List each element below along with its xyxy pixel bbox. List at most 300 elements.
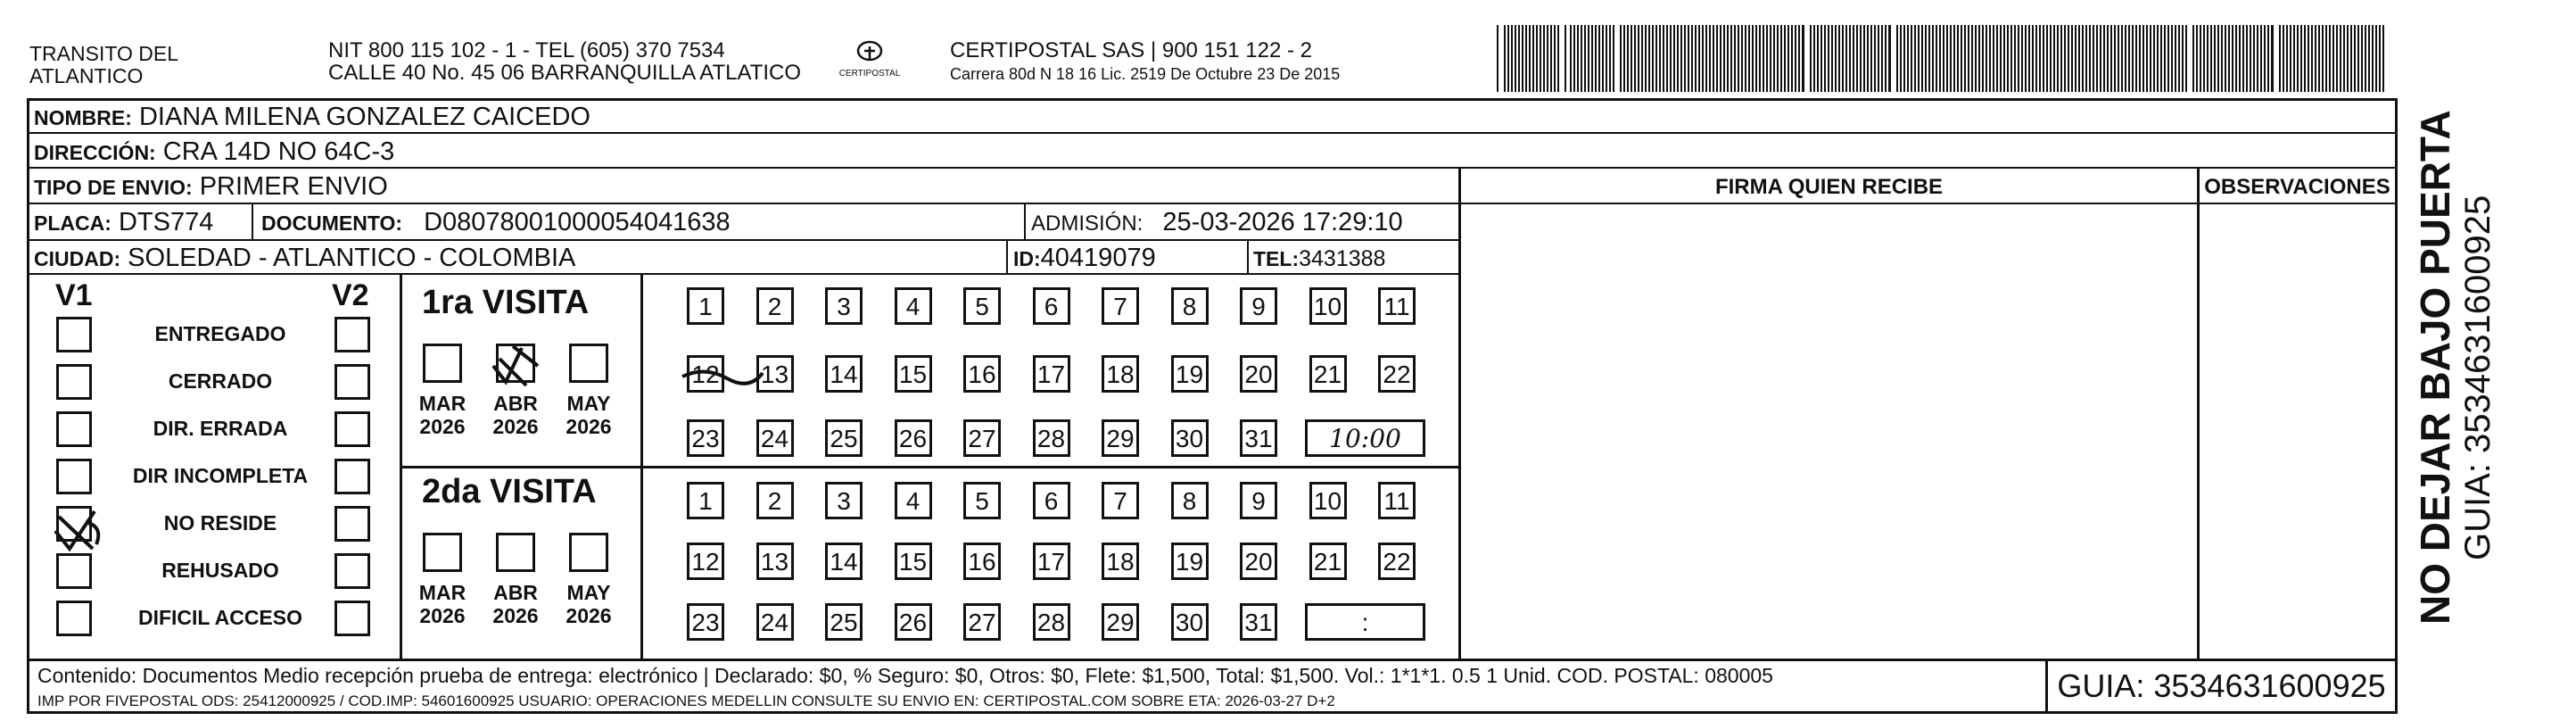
barcode-bar	[2379, 25, 2381, 92]
day-box[interactable]: 9	[1240, 287, 1277, 325]
barcode-bar	[1677, 25, 1679, 92]
v2-checkbox[interactable]	[334, 553, 370, 589]
barcode-bar	[2239, 25, 2241, 92]
barcode-bar	[2382, 25, 2384, 92]
day-box[interactable]: 19	[1171, 355, 1209, 393]
barcode-bar	[1950, 25, 1952, 92]
barcode-bar	[1766, 25, 1768, 92]
barcode-bar	[1957, 25, 1959, 92]
day-box[interactable]: 6	[1033, 287, 1070, 325]
barcode-bar	[2000, 25, 2002, 92]
barcode-bar	[2354, 25, 2356, 92]
barcode-bar	[1798, 25, 1800, 92]
barcode-bar	[1641, 25, 1643, 92]
barcode-bar	[1780, 25, 1782, 92]
barcode-bar	[2089, 25, 2091, 92]
time-box[interactable]: :	[1305, 603, 1425, 641]
barcode-bar	[1511, 25, 1513, 92]
month-label	[489, 392, 542, 438]
barcode-bar	[2071, 25, 2073, 92]
row-line-2	[27, 167, 2395, 169]
barcode-bar	[1986, 25, 1987, 92]
month-year: 2026	[492, 604, 539, 627]
barcode-bar	[2182, 25, 2184, 92]
barcode-bar	[2039, 25, 2041, 92]
day-box[interactable]: 20	[1240, 355, 1277, 393]
barcode-bar	[1842, 25, 1844, 92]
day-box[interactable]: 31	[1240, 603, 1277, 641]
barcode-bar	[1845, 25, 1847, 92]
month-label	[562, 581, 615, 627]
barcode-bar	[2028, 25, 2030, 92]
barcode-bar	[1684, 25, 1686, 92]
id-cell	[1013, 244, 1156, 272]
barcode-bar	[1907, 25, 1909, 92]
barcode-bar	[1989, 25, 1991, 92]
day-box[interactable]: 26	[895, 419, 932, 457]
barcode-bar	[2010, 25, 2012, 92]
reason-label: CERRADO	[168, 369, 273, 393]
day-box[interactable]: 28	[1033, 603, 1070, 641]
day-box[interactable]: 30	[1171, 419, 1209, 457]
barcode-bar	[1702, 25, 1704, 92]
day-box[interactable]: 13	[756, 355, 794, 393]
time-box[interactable]: 10:00	[1305, 419, 1425, 457]
barcode-bar	[2121, 25, 2123, 92]
day-box[interactable]: 28	[1033, 419, 1070, 457]
day-box[interactable]: 23	[687, 603, 724, 641]
day-box[interactable]: 5	[963, 482, 1001, 519]
day-box[interactable]: 8	[1171, 287, 1209, 325]
barcode-bar	[2107, 25, 2109, 92]
barcode-bar	[2304, 25, 2306, 92]
v1-checkbox[interactable]	[56, 459, 92, 494]
barcode-bar	[1645, 25, 1647, 92]
reason-label: DIFICIL ACCESO	[137, 606, 302, 629]
barcode-bar	[1504, 25, 1506, 92]
day-box[interactable]: 7	[1102, 287, 1139, 325]
barcode-bar	[2068, 25, 2069, 92]
barcode-bar	[1881, 25, 1883, 92]
v2-checkbox[interactable]	[334, 601, 370, 636]
barcode-bar	[1532, 25, 1534, 92]
v2-checkbox[interactable]	[334, 411, 370, 447]
v1-checkbox[interactable]	[56, 411, 92, 447]
v1-checkbox[interactable]	[56, 317, 92, 352]
barcode-bar	[2167, 25, 2169, 92]
observaciones-header: OBSERVACIONES	[2204, 175, 2390, 199]
day-box[interactable]: 13	[756, 543, 794, 580]
day-box[interactable]: 1	[687, 482, 724, 519]
barcode-bar	[1507, 25, 1509, 92]
month-name: MAR	[418, 581, 466, 604]
barcode-bar	[2297, 25, 2299, 92]
barcode-bar	[1903, 25, 1905, 92]
barcode-bar	[2300, 25, 2302, 92]
tipo-label: TIPO DE ENVIO:	[34, 176, 193, 199]
day-box[interactable]: 18	[1102, 543, 1139, 580]
tel-value: 3431388	[1299, 246, 1386, 271]
month-year: 2026	[566, 604, 612, 627]
barcode-bar	[1540, 25, 1541, 92]
barcode-bar	[1631, 25, 1632, 92]
barcode-bar	[1550, 25, 1552, 92]
side-warning: NO DEJAR BAJO PUERTA	[2412, 110, 2458, 625]
day-box[interactable]: 12	[687, 355, 724, 393]
day-box[interactable]: 24	[756, 603, 794, 641]
admision-value: 25-03-2026 17:29:10	[1162, 208, 1403, 236]
barcode-bar	[1828, 25, 1829, 92]
day-box[interactable]: 22	[1378, 543, 1416, 580]
barcode-bar	[1720, 25, 1721, 92]
day-box[interactable]: 16	[963, 543, 1001, 580]
day-box[interactable]: 1	[687, 287, 724, 325]
v2-checkbox[interactable]	[334, 459, 370, 494]
month-year: 2026	[419, 415, 466, 438]
barcode-bar	[2132, 25, 2134, 92]
barcode-bar	[2308, 25, 2309, 92]
barcode-bar	[1911, 25, 1912, 92]
barcode-bar	[2114, 25, 2116, 92]
barcode-bar	[2257, 25, 2258, 92]
barcode-bar	[2279, 25, 2281, 92]
v1-checkbox[interactable]	[56, 553, 92, 589]
barcode-bar	[2093, 25, 2094, 92]
barcode-bar	[1759, 25, 1761, 92]
barcode-bar	[2221, 25, 2223, 92]
footer-top-line	[27, 659, 2395, 661]
day-box[interactable]: 14	[825, 543, 863, 580]
tel-cell	[1253, 244, 1385, 272]
day-box[interactable]: 25	[825, 603, 863, 641]
direccion-value: CRA 14D NO 64C-3	[162, 137, 395, 166]
barcode-bar	[2118, 25, 2119, 92]
day-box[interactable]: 17	[1033, 355, 1070, 393]
barcode-bar	[1885, 25, 1887, 92]
day-box[interactable]: 21	[1309, 355, 1347, 393]
barcode-bar	[2046, 25, 2048, 92]
barcode-bar	[2143, 25, 2144, 92]
admision-divider	[1024, 203, 1026, 239]
barcode-bar	[1975, 25, 1977, 92]
side-guia: GUIA: 3534631600925	[2458, 195, 2498, 560]
barcode-bar	[1745, 25, 1746, 92]
barcode-bar	[1860, 25, 1862, 92]
firma-col-left	[1458, 167, 1461, 659]
barcode-bar	[1802, 25, 1804, 92]
barcode-bar	[1515, 25, 1516, 92]
day-box[interactable]: 23	[687, 419, 724, 457]
barcode-bar	[1795, 25, 1796, 92]
month-checkbox[interactable]	[496, 533, 535, 572]
month-year: 2026	[419, 604, 466, 627]
day-box[interactable]: 9	[1240, 482, 1277, 519]
barcode-bar	[1993, 25, 1994, 92]
day-box[interactable]: 22	[1378, 355, 1416, 393]
first-visit-title: 1ra VISITA	[422, 284, 590, 321]
day-box[interactable]: 20	[1240, 543, 1277, 580]
barcode-bar	[2139, 25, 2141, 92]
barcode-bar	[2150, 25, 2151, 92]
barcode-bar	[2018, 25, 2019, 92]
barcode-bar	[2235, 25, 2237, 92]
day-box[interactable]: 4	[895, 287, 932, 325]
barcode-bar	[1856, 25, 1858, 92]
barcode-bar	[2368, 25, 2370, 92]
barcode-bar	[2160, 25, 2162, 92]
v1-checkbox[interactable]	[56, 601, 92, 636]
placa-divider	[252, 203, 253, 239]
barcode-bar	[1620, 25, 1622, 92]
handwritten-check-abr	[486, 339, 549, 393]
barcode-bar	[2242, 25, 2244, 92]
day-box[interactable]: 15	[895, 543, 932, 580]
barcode-bar	[2082, 25, 2084, 92]
barcode-bar	[2350, 25, 2352, 92]
barcode-bar	[2185, 25, 2187, 92]
barcode-bar	[1598, 25, 1600, 92]
day-box[interactable]: 2	[756, 287, 794, 325]
v2-checkbox[interactable]	[334, 506, 370, 542]
barcode-bar	[1939, 25, 1941, 92]
nombre-label: NOMBRE:	[34, 106, 132, 129]
day-box[interactable]: 19	[1171, 543, 1209, 580]
day-box[interactable]: 10	[1309, 287, 1347, 325]
barcode-bar	[1925, 25, 1927, 92]
barcode-bar	[1813, 25, 1815, 92]
barcode-bar	[2217, 25, 2219, 92]
barcode-bar	[1659, 25, 1661, 92]
reason-label: ENTREGADO	[154, 322, 286, 345]
nit-line-1: NIT 800 115 102 - 1 - TEL (605) 370 7534	[328, 38, 725, 62]
day-box[interactable]: 3	[825, 287, 863, 325]
barcode-bar	[2293, 25, 2295, 92]
barcode-bar	[1943, 25, 1944, 92]
company-line-2: Carrera 80d N 18 16 Lic. 2519 De Octubre 23 De 2015	[950, 65, 1341, 83]
barcode-bar	[1730, 25, 1732, 92]
barcode-bar	[1698, 25, 1700, 92]
barcode-bar	[2050, 25, 2052, 92]
barcode-bar	[2178, 25, 2180, 92]
id-divider	[1006, 239, 1008, 273]
day-box[interactable]: 25	[825, 419, 863, 457]
day-box[interactable]: 4	[895, 482, 932, 519]
barcode-bar	[1961, 25, 1962, 92]
obs-col-left	[2197, 167, 2200, 659]
barcode-bar	[1978, 25, 1980, 92]
month-label	[489, 581, 542, 627]
reason-label: DIR. ERRADA	[153, 417, 288, 440]
ciudad-label: CIUDAD:	[34, 247, 121, 270]
barcode-bar	[1577, 25, 1579, 92]
sender-line-1: TRANSITO DEL	[29, 42, 178, 65]
barcode-bar	[2375, 25, 2377, 92]
barcode-bar	[1638, 25, 1639, 92]
barcode-bar	[2210, 25, 2212, 92]
barcode-bar	[2250, 25, 2251, 92]
day-box[interactable]: 14	[825, 355, 863, 393]
barcode-bar	[1634, 25, 1636, 92]
day-box[interactable]: 17	[1033, 543, 1070, 580]
barcode-bar	[2032, 25, 2034, 92]
logo-text: CERTIPOSTAL	[838, 69, 901, 79]
admision-label: ADMISIÓN:	[1031, 211, 1144, 236]
barcode-bar	[1623, 25, 1625, 92]
barcode-bar	[2322, 25, 2324, 92]
id-label: ID:	[1013, 247, 1041, 270]
barcode-bar	[2325, 25, 2327, 92]
visit-row-divider	[400, 466, 1458, 468]
barcode-bar	[2361, 25, 2363, 92]
day-box[interactable]: 26	[895, 603, 932, 641]
direccion-row	[34, 138, 394, 166]
barcode-bar	[2157, 25, 2159, 92]
barcode-bar	[2253, 25, 2255, 92]
barcode-bar	[2311, 25, 2313, 92]
direccion-label: DIRECCIÓN:	[34, 141, 156, 164]
barcode-bar	[1831, 25, 1833, 92]
barcode-bar	[2232, 25, 2233, 92]
barcode-bar	[1709, 25, 1711, 92]
outer-bottom	[27, 711, 2398, 714]
barcode-bar	[2225, 25, 2226, 92]
day-box[interactable]: 10	[1309, 482, 1347, 519]
barcode-bar	[2043, 25, 2044, 92]
barcode-bar	[1547, 25, 1548, 92]
v2-checkbox[interactable]	[334, 364, 370, 400]
day-box[interactable]: 7	[1102, 482, 1139, 519]
barcode-bar	[1810, 25, 1812, 92]
barcode-bar	[2283, 25, 2284, 92]
barcode-bar	[1536, 25, 1538, 92]
day-box[interactable]: 31	[1240, 419, 1277, 457]
day-box[interactable]: 12	[687, 543, 724, 580]
barcode-bar	[2318, 25, 2320, 92]
day-box[interactable]: 8	[1171, 482, 1209, 519]
barcode-bar	[1573, 25, 1575, 92]
day-box[interactable]: 24	[756, 419, 794, 457]
day-box[interactable]: 5	[963, 287, 1001, 325]
barcode-bar	[2286, 25, 2288, 92]
barcode-bar	[1713, 25, 1714, 92]
placa-value: DTS774	[118, 208, 214, 236]
barcode-bar	[1914, 25, 1916, 92]
barcode-bar	[1673, 25, 1675, 92]
barcode-bar	[2329, 25, 2331, 92]
day-box[interactable]: 11	[1378, 482, 1416, 519]
company-info	[950, 38, 1340, 85]
barcode-bar	[1777, 25, 1779, 92]
barcode-bar	[2060, 25, 2062, 92]
nombre-row	[34, 104, 590, 131]
barcode-bar	[2171, 25, 2173, 92]
barcode-bar	[1921, 25, 1923, 92]
v1-label: V1	[55, 278, 93, 312]
month-checkbox[interactable]	[423, 344, 462, 383]
month-label	[416, 581, 469, 627]
footer-contenido: Contenido: Documentos Medio recepción prueba de entrega: electrónico | Declarado: $0, % Seguro: $0, Otros: $0, Flete: $1,500, Total: $1,500. Vol.: 1*1*1. 0.5 1 Unid. COD. POSTAL: 080005	[37, 664, 1773, 687]
day-box[interactable]: 15	[895, 355, 932, 393]
barcode-bar	[2085, 25, 2087, 92]
barcode-bar	[2021, 25, 2023, 92]
v1-checkbox[interactable]	[56, 364, 92, 400]
row-line-4	[27, 239, 1458, 241]
month-label	[416, 392, 469, 438]
barcode-bar	[2260, 25, 2262, 92]
outer-top	[27, 98, 2395, 101]
documento-cell	[261, 209, 731, 236]
day-box[interactable]: 29	[1102, 419, 1139, 457]
barcode-bar	[1602, 25, 1604, 92]
row-line-1	[27, 132, 2395, 134]
handwritten-strike-12	[678, 357, 767, 393]
barcode-bar	[1932, 25, 1934, 92]
barcode-bar	[2343, 25, 2345, 92]
day-box[interactable]: 11	[1378, 287, 1416, 325]
day-box[interactable]: 27	[963, 603, 1001, 641]
tipo-row	[34, 173, 388, 201]
day-box[interactable]: 29	[1102, 603, 1139, 641]
month-name: MAR	[418, 392, 466, 415]
barcode-bar	[2110, 25, 2112, 92]
barcode-bar	[2014, 25, 2016, 92]
admision-cell	[1031, 209, 1403, 237]
month-checkbox[interactable]	[569, 344, 608, 383]
barcode-bar	[1982, 25, 1984, 92]
row-line-5	[27, 273, 1458, 275]
month-checkbox[interactable]	[423, 533, 462, 572]
barcode-bar	[1770, 25, 1771, 92]
barcode-bar	[1752, 25, 1754, 92]
barcode-bar	[2057, 25, 2059, 92]
day-box[interactable]: 27	[963, 419, 1001, 457]
day-box[interactable]: 18	[1102, 355, 1139, 393]
barcode-bar	[2078, 25, 2080, 92]
day-box[interactable]: 21	[1309, 543, 1347, 580]
documento-label: DOCUMENTO:	[261, 211, 403, 235]
nit-line-2: CALLE 40 No. 45 06 BARRANQUILLA ATLATICO	[328, 61, 802, 85]
day-box[interactable]: 16	[963, 355, 1001, 393]
ciudad-cell	[34, 244, 575, 272]
barcode-bar	[1554, 25, 1556, 92]
sender-line-2: ATLANTICO	[29, 64, 144, 87]
barcode-bar	[1936, 25, 1937, 92]
documento-value: D08078001000054041638	[424, 208, 731, 236]
barcode-bar	[2246, 25, 2248, 92]
day-box[interactable]: 2	[756, 482, 794, 519]
barcode-bar	[1863, 25, 1865, 92]
month-checkbox[interactable]	[569, 533, 608, 572]
barcode-bar	[1928, 25, 1930, 92]
barcode-bar	[1849, 25, 1851, 92]
barcode-bar	[1763, 25, 1764, 92]
barcode-bar	[1595, 25, 1597, 92]
day-box[interactable]: 6	[1033, 482, 1070, 519]
barcode-bar	[1529, 25, 1531, 92]
day-box[interactable]: 3	[825, 482, 863, 519]
barcode-bar	[1557, 25, 1559, 92]
barcode-bar	[2003, 25, 2005, 92]
reason-label: DIR INCOMPLETA	[132, 464, 309, 487]
footer-imp: IMP POR FIVEPOSTAL ODS: 25412000925 / COD.IMP: 54601600925 USUARIO: OPERACIONES MEDELLIN CONSULTE SU ENVIO EN: CERTIPOSTAL.COM SOBRE ETA: 2026-03-27 D+2	[37, 692, 1335, 709]
v2-checkbox[interactable]	[334, 317, 370, 352]
barcode-bar	[1946, 25, 1948, 92]
barcode-bar	[1716, 25, 1718, 92]
barcode-bar	[2064, 25, 2066, 92]
barcode-bar	[1691, 25, 1693, 92]
barcode-bar	[1497, 25, 1499, 92]
day-box[interactable]: 30	[1171, 603, 1209, 641]
